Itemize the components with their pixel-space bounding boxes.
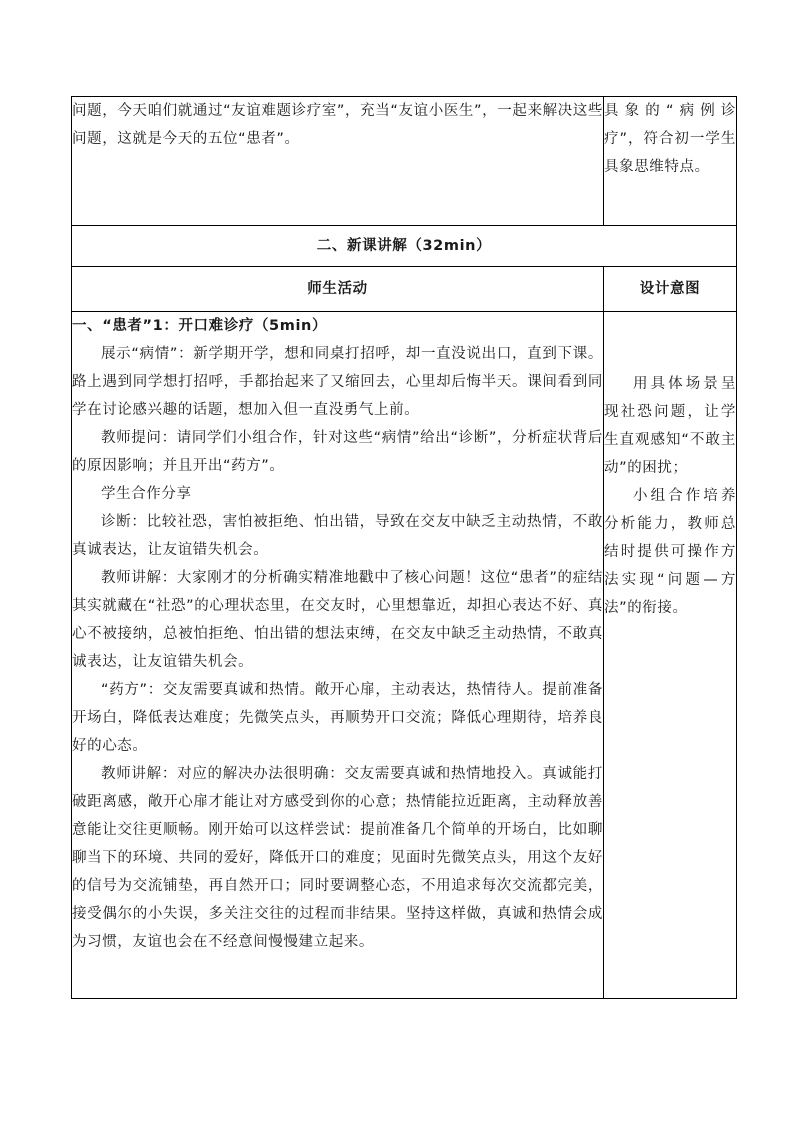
content-side-cell xyxy=(604,312,737,999)
content-paragraph: 展示“病情”：新学期开学，想和同桌打招呼，却一直没说出口，直到下课。路上遇到同学想打招呼，手都抬起来了又缩回去，心里却后悔半天。课间看到同学在讨论感兴趣的话题，想加入但一直没勇气上前。 xyxy=(72,346,603,418)
intro-main-cell xyxy=(72,97,604,226)
content-subhead: 一、“患者”1：开口难诊疗（5min） xyxy=(72,318,328,334)
side-spacer xyxy=(604,312,736,370)
content-paragraph: 教师讲解：大家刚才的分析确实精准地戳中了核心问题！这位“患者”的症结其实就藏在“社恐”的心理状态里，在交友时，心里想靠近，却担心表达不好、真心不被接纳，总被怕拒绝、怕出错的想法束缚，在交友中缺乏主动热情，不敢真诚表达，让友谊错失机会。 xyxy=(72,570,603,670)
lesson-plan-table xyxy=(71,96,737,999)
column-header-row xyxy=(72,267,737,312)
content-main-cell xyxy=(72,312,604,999)
design-intent-paragraph: 小组合作培养分析能力，教师总结时提供可操作方法实现“问题—方法”的衔接。 xyxy=(604,488,736,616)
content-paragraph: 诊断：比较社恐，害怕被拒绝、怕出错，导致在交友中缺乏主动热情，不敢真诚表达，让友谊错失机会。 xyxy=(72,514,603,558)
content-row xyxy=(72,312,737,999)
intro-row xyxy=(72,97,737,226)
content-paragraph: 学生合作分享 xyxy=(101,486,192,502)
design-intent-paragraph: 用具体场景呈现社恐问题，让学生直观感知“不敢主动”的困扰； xyxy=(604,376,736,476)
content-paragraph: 教师提问：请同学们小组合作，针对这些“病情”给出“诊断”，分析症状背后的原因影响；并且开出“药方”。 xyxy=(72,430,603,474)
content-paragraph: 教师讲解：对应的解决办法很明确：交友需要真诚和热情地投入。真诚能打破距离感，敞开心扉才能让对方感受到你的心意；热情能拉近距离，主动释放善意能让交往更顺畅。刚开始可以这样尝试：提前准备几个简单的开场白，比如聊聊当下的环境、共同的爱好，降低开口的难度；见面时先微笑点头，用这个友好的信号为交流铺垫，再自然开口；同时要调整心态，不用追求每次交流都完美，接受偶尔的小失误，多关注交往的过程而非结果。坚持这样做，真诚和热情会成为习惯，友谊也会在不经意间慢慢建立起来。 xyxy=(72,766,603,950)
main-column-header: 师生活动 xyxy=(72,267,604,312)
intro-side-cell xyxy=(604,97,737,226)
intro-side-text: 具象的“病例诊疗”，符合初一学生具象思维特点。 xyxy=(604,103,736,175)
side-column-header: 设计意图 xyxy=(604,267,737,312)
content-paragraph: “药方”：交友需要真诚和热情。敞开心扉，主动表达，热情待人。提前准备开场白，降低表达难度；先微笑点头，再顺势开口交流；降低心理期待，培养良好的心态。 xyxy=(72,682,603,754)
section-title-row xyxy=(72,226,737,267)
section-title: 二、新课讲解（32min） xyxy=(72,226,737,267)
intro-main-text: 问题，今天咱们就通过“友谊难题诊疗室”，充当“友谊小医生”，一起来解决这些问题，这就是今天的五位“患者”。 xyxy=(72,103,603,147)
